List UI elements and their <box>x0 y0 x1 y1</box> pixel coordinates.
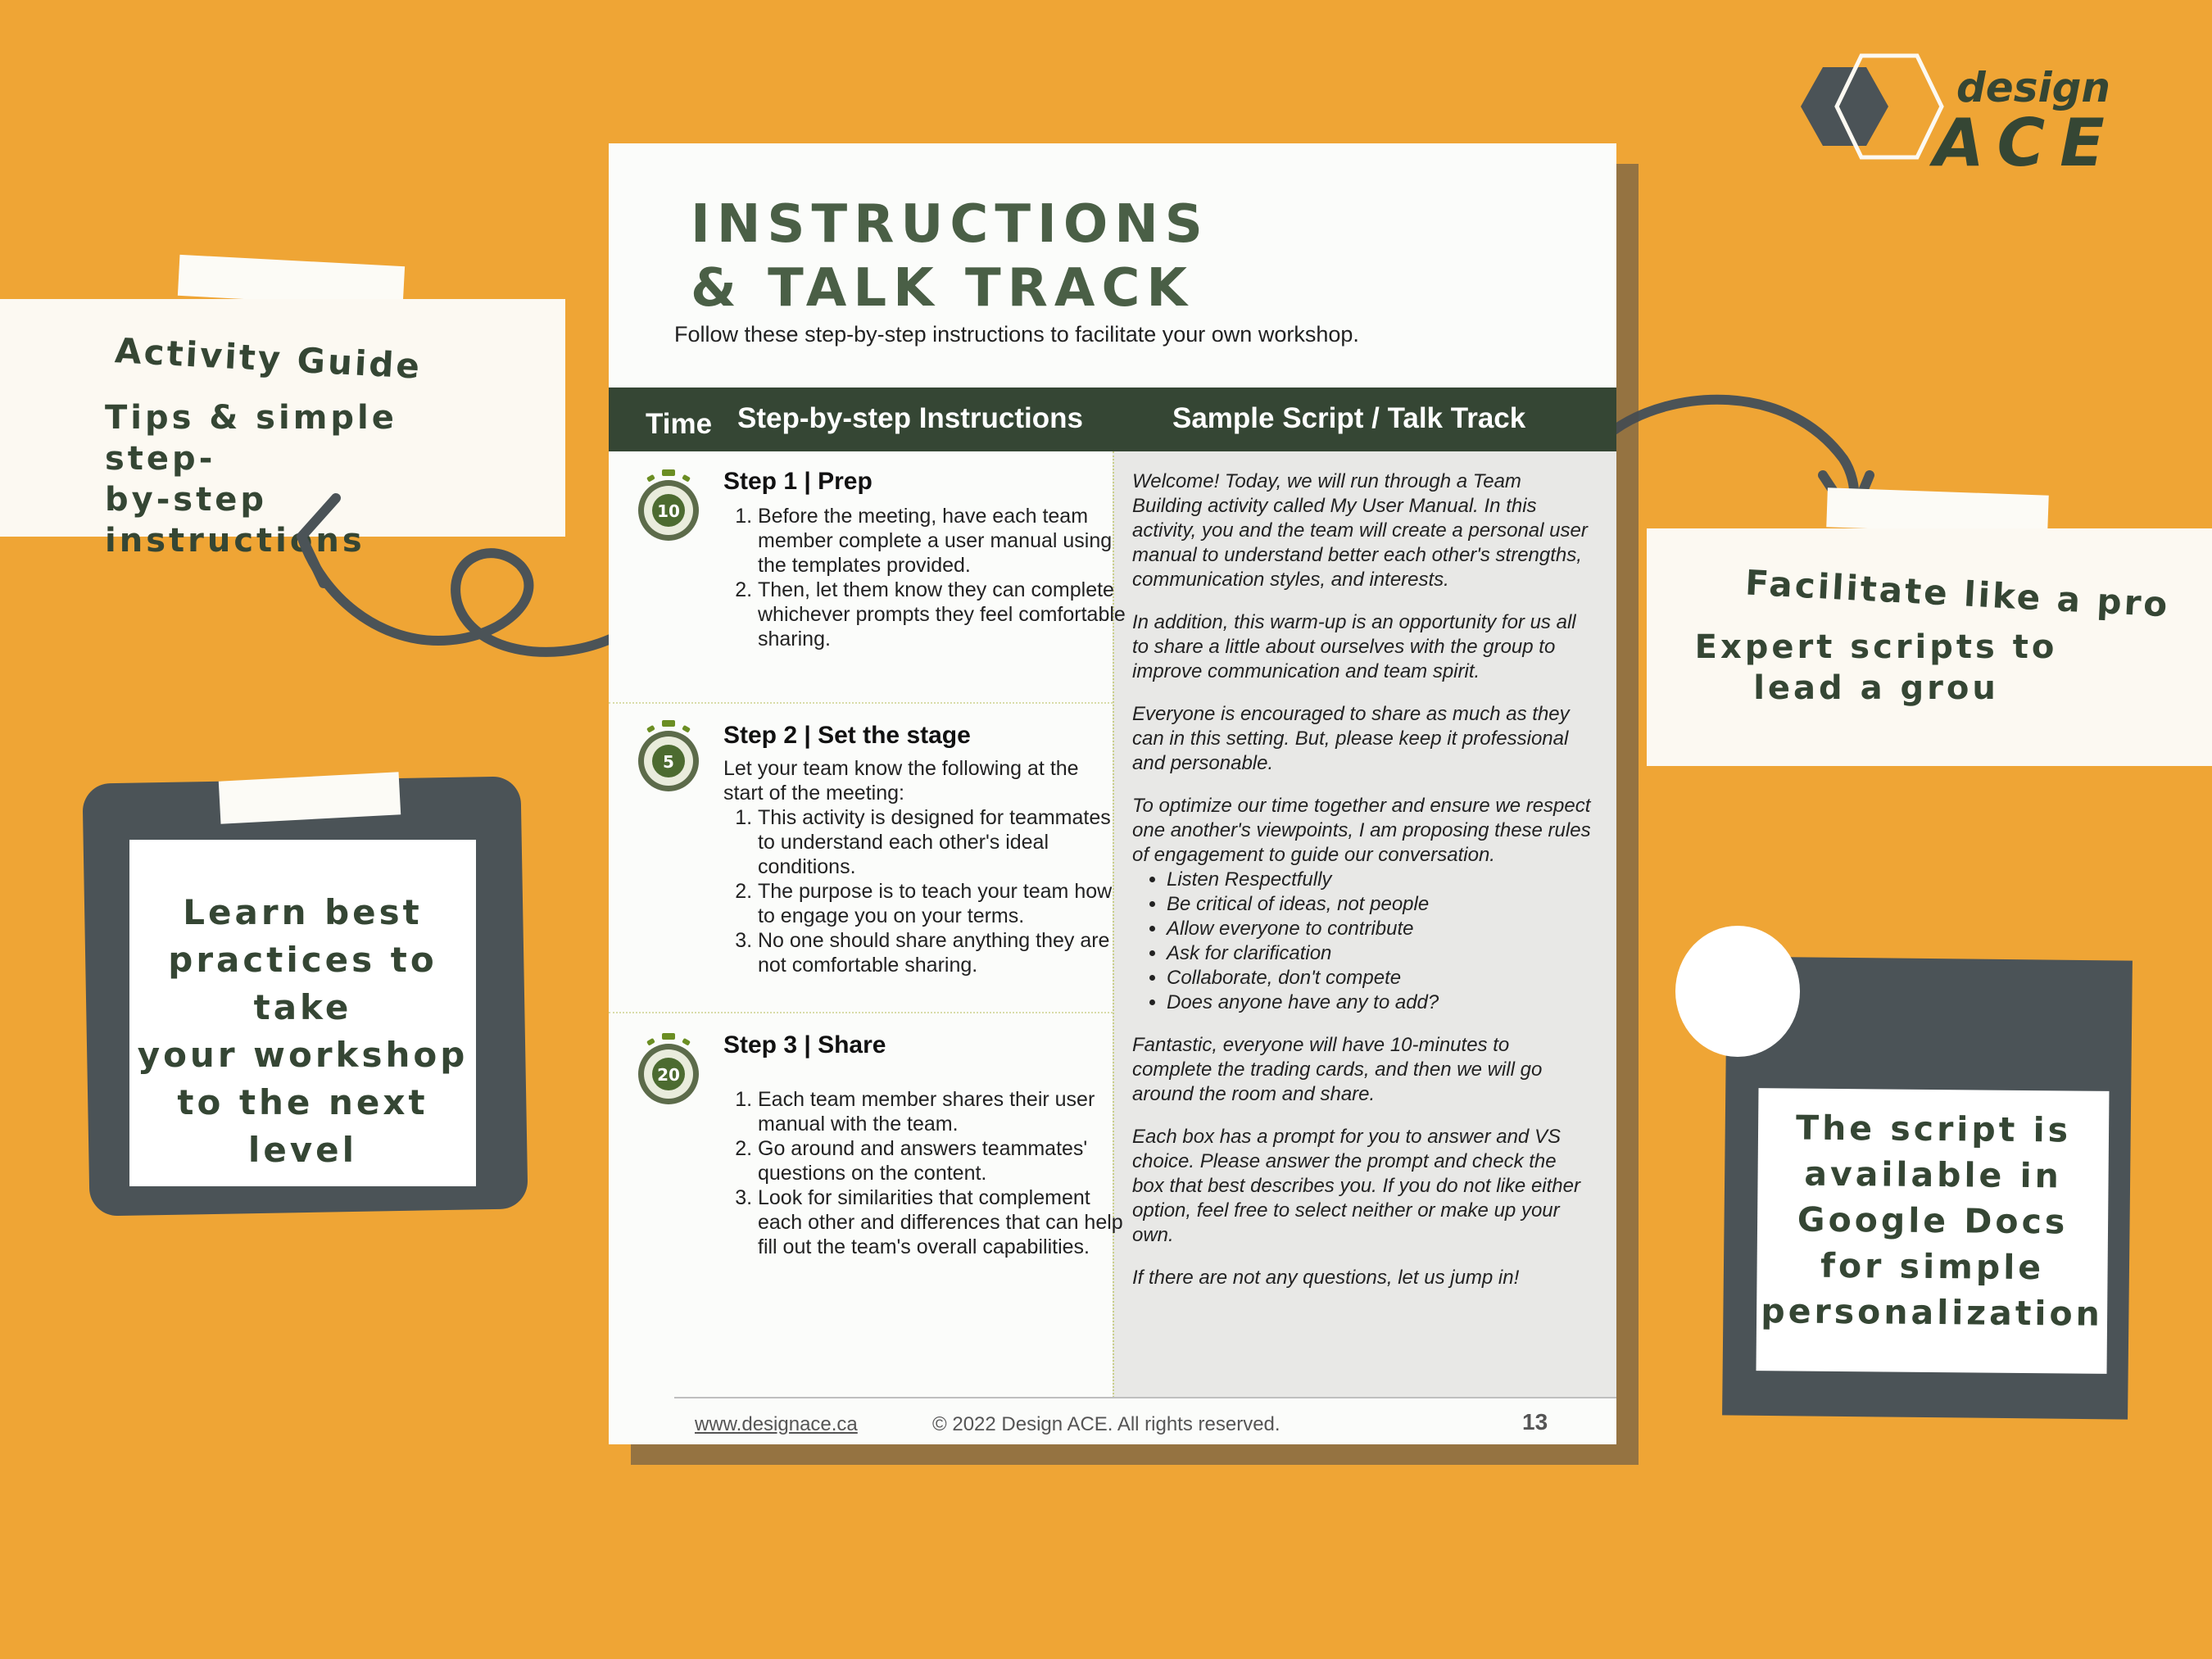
header-steps: Step-by-step Instructions <box>737 402 1083 434</box>
script-paragraph: Fantastic, everyone will have 10-minutes to complete the trading cards, and then we will go around the room and share. <box>1132 1034 1543 1105</box>
facilitate-line1: Expert scripts to <box>1694 628 2058 666</box>
svg-text:20: 20 <box>657 1065 680 1085</box>
step-items <box>723 805 1126 977</box>
step-item: 2. The purpose is to teach your team how to engage you on your terms. <box>758 879 1126 928</box>
best-practices-text <box>129 889 476 1174</box>
facilitate-text <box>1688 627 2065 709</box>
script-available-card <box>1756 1088 2110 1374</box>
rule-item: • Does anyone have any to add? <box>1167 990 1591 1015</box>
step-item: 3. No one should share anything they are not comfortable sharing. <box>758 928 1126 977</box>
script-paragraph: Welcome! Today, we will run through a Team Building activity called My User Manual. In this activity, you and the team will create a personal user manual to understand better each other's strengths, communication styles, and interests. <box>1132 470 1588 591</box>
header-script: Sample Script / Talk Track <box>1172 402 1526 434</box>
script-available-line: personalization <box>1761 1291 2104 1334</box>
activity-guide-line2: by-step instructions <box>105 481 365 560</box>
design-ace-logo <box>1794 49 2119 181</box>
step-item: 2. Go around and answers teammates' questions on the content. <box>758 1136 1126 1185</box>
svg-text:10: 10 <box>657 501 680 521</box>
script-paragraph: Each box has a prompt for you to answer and VS choice. Please answer the prompt and check the box that best describes you. If you do not like either option, feel free to select neither or make up your own. <box>1132 1126 1580 1246</box>
curly-arrow-left-icon <box>279 451 623 664</box>
best-practices-line: practices to take <box>168 940 437 1027</box>
step-title: Step 3 | Share <box>723 1031 886 1058</box>
facilitate-card <box>1647 528 2212 766</box>
script-available-line: Google Docs <box>1797 1199 2069 1242</box>
activity-guide-title: Activity Guide <box>113 330 424 387</box>
instructions-document <box>609 143 1616 1444</box>
step-item: 1. Each team member shares their user manual with the team. <box>758 1087 1126 1136</box>
facilitate-title: Facilitate like a pro <box>1744 562 2171 625</box>
script-available-text <box>1756 1104 2109 1337</box>
script-paragraph: To optimize our time together and ensure we respect one another's viewpoints, I am proposing these rules of engagement to guide our conversation. <box>1132 795 1591 866</box>
step-items <box>723 504 1126 651</box>
title-line2: & TALK TRACK <box>691 258 1194 319</box>
decorative-circle <box>1675 926 1800 1057</box>
step-item: 1. This activity is designed for teammates to understand each other's ideal conditions. <box>758 805 1126 879</box>
header-time: Time <box>646 408 713 440</box>
logo-word-ace: ACE <box>1933 105 2119 181</box>
facilitate-line2: lead a grou <box>1753 669 1999 707</box>
script-available-line: The script is <box>1795 1108 2072 1150</box>
step-row <box>609 704 1113 1015</box>
step-item: 2. Then, let them know they can complete whichever prompts they feel comfortable sharing. <box>758 578 1126 651</box>
step-row <box>609 1013 1123 1390</box>
logo-word-design: design <box>1956 64 2110 111</box>
script-paragraph: If there are not any questions, let us jump in! <box>1132 1267 1520 1289</box>
page-number: 13 <box>1522 1409 1548 1435</box>
script-column <box>1113 451 1616 1398</box>
step-item: 1. Before the meeting, have each team member complete a user manual using the templates provided. <box>758 504 1126 578</box>
step-title: Step 1 | Prep <box>723 468 873 495</box>
activity-guide-line1: Tips & simple step- <box>105 399 397 478</box>
best-practices-line: Learn best <box>183 892 423 932</box>
stopwatch-icon <box>636 1031 701 1107</box>
footer-copyright: © 2022 Design ACE. All rights reserved. <box>932 1413 1281 1435</box>
rule-item: • Ask for clarification <box>1167 941 1591 966</box>
svg-text:5: 5 <box>663 752 674 772</box>
best-practices-line: your workshop <box>137 1035 469 1075</box>
script-paragraph: In addition, this warm-up is an opportunity for us all to share a little about ourselves with the group to improve communication and team spirit. <box>1132 611 1576 682</box>
table-header <box>609 388 1616 451</box>
best-practices-card <box>129 840 476 1186</box>
script-paragraph: Everyone is encouraged to share as much as they can in this setting. But, please keep it professional and personable. <box>1132 703 1570 774</box>
rules-list <box>1132 868 1591 1015</box>
talk-track-text <box>1132 469 1591 1308</box>
rule-item: • Listen Respectfully <box>1167 868 1591 892</box>
script-available-line: for simple <box>1820 1245 2045 1288</box>
rule-item: • Allow everyone to contribute <box>1167 917 1591 941</box>
footer-website-link[interactable]: www.designace.ca <box>695 1413 858 1435</box>
step-item: 3. Look for similarities that complement each other and differences that can help fill out the team's overall capabilities. <box>758 1185 1126 1259</box>
step-intro: Let your team know the following at the start of the meeting: <box>723 757 1079 805</box>
stopwatch-icon <box>636 718 701 794</box>
script-available-line: available in <box>1804 1154 2063 1196</box>
rule-item: • Be critical of ideas, not people <box>1167 892 1591 917</box>
document-title <box>691 193 1209 320</box>
title-line1: INSTRUCTIONS <box>691 194 1209 255</box>
step-title: Step 2 | Set the stage <box>723 722 971 749</box>
rule-item: • Collaborate, don't compete <box>1167 966 1591 990</box>
step-items <box>723 1087 1126 1259</box>
best-practices-line: to the next level <box>177 1082 428 1170</box>
stopwatch-icon <box>636 468 701 543</box>
document-subtitle: Follow these step-by-step instructions to facilitate your own workshop. <box>674 322 1359 347</box>
footer-divider <box>674 1397 1616 1398</box>
